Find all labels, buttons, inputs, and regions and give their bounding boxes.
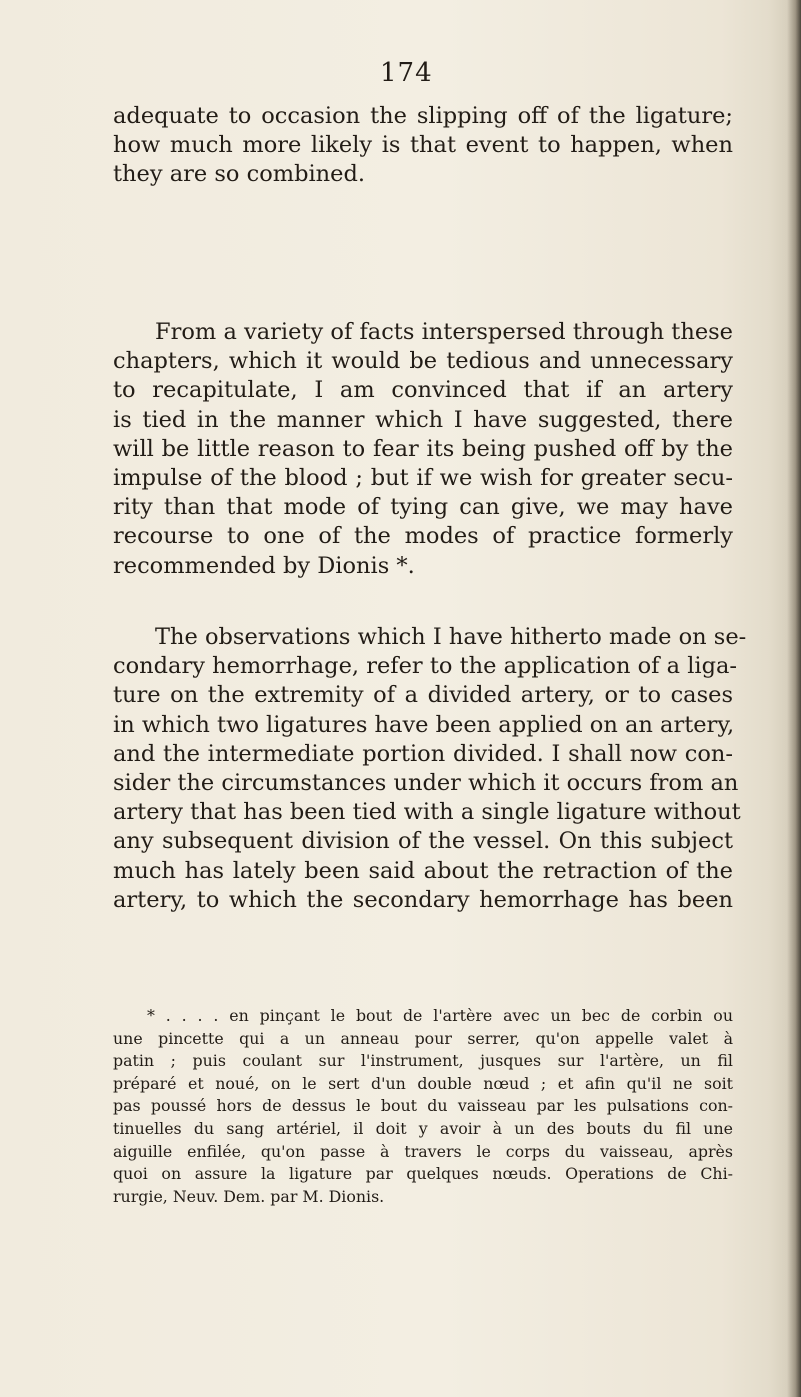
text-line: adequate to occasion the slipping off of the ligature; <box>113 103 733 129</box>
paragraph-3 <box>113 623 747 915</box>
text-line: any subsequent division of the vessel. On this subject <box>113 828 733 855</box>
text-line: in which two ligatures have been applied on an artery, <box>113 711 735 738</box>
text-line: From a variety of facts interspersed through these <box>155 319 733 345</box>
footnote <box>113 1005 733 1208</box>
text-line: recourse to one of the modes of practice formerly <box>113 523 733 550</box>
footnote-line: tinuelles du sang artériel, il doit y avoir à un des bouts du fil une <box>113 1118 733 1138</box>
text-line: artery that has been tied with a single ligature without <box>113 799 741 826</box>
text-line: impulse of the blood ; but if we wish for greater secu- <box>113 465 733 492</box>
text-line: is tied in the manner which I have suggested, there <box>113 406 733 433</box>
text-line: and the intermediate portion divided. I shall now con- <box>113 740 733 767</box>
footnote-line: une pincette qui a un anneau pour serrer, qu'on appelle valet à <box>113 1028 733 1048</box>
paragraph-2 <box>113 318 733 581</box>
footnote-line: pas poussé hors de dessus le bout du vaisseau par les pulsations con- <box>113 1096 733 1116</box>
footnote-line: rurgie, Neuv. Dem. par M. Dionis. <box>113 1186 385 1206</box>
text-line: The observations which I have hitherto made on se- <box>155 624 747 650</box>
footnote-line: quoi on assure la ligature par quelques nœuds. Operations de Chi- <box>113 1164 733 1184</box>
text-line: artery, to which the secondary hemorrhage has been <box>113 886 733 913</box>
text-line: much has lately been said about the retraction of the <box>113 857 733 884</box>
footnote-line: patin ; puis coulant sur l'instrument, jusques sur l'artère, un fil <box>113 1051 733 1071</box>
text-line: to recapitulate, I am convinced that if an artery <box>113 377 733 404</box>
page-number: 174 <box>380 58 433 88</box>
text-line: ture on the extremity of a divided artery, or to cases <box>113 682 733 709</box>
page-binding-shadow <box>787 0 801 1397</box>
text-line: will be little reason to fear its being pushed off by the <box>113 435 733 462</box>
paragraph-1 <box>113 102 733 190</box>
text-line: chapters, which it would be tedious and unnecessary <box>113 348 733 375</box>
text-line: recommended by Dionis *. <box>113 552 415 579</box>
text-line: condary hemorrhage, refer to the application of a liga- <box>113 653 738 680</box>
footnote-line: préparé et noué, on le sert d'un double nœud ; et afin qu'il ne soit <box>113 1073 733 1093</box>
text-line: rity than that mode of tying can give, we may have <box>113 494 733 521</box>
footnote-line: * . . . . en pinçant le bout de l'artère avec un bec de corbin ou <box>147 1006 733 1025</box>
text-line: how much more likely is that event to happen, when <box>113 132 733 159</box>
text-line: sider the circumstances under which it occurs from an <box>113 770 739 797</box>
footnote-line: aiguille enfilée, qu'on passe à travers le corps du vaisseau, après <box>113 1141 733 1161</box>
text-line: they are so combined. <box>113 161 366 188</box>
